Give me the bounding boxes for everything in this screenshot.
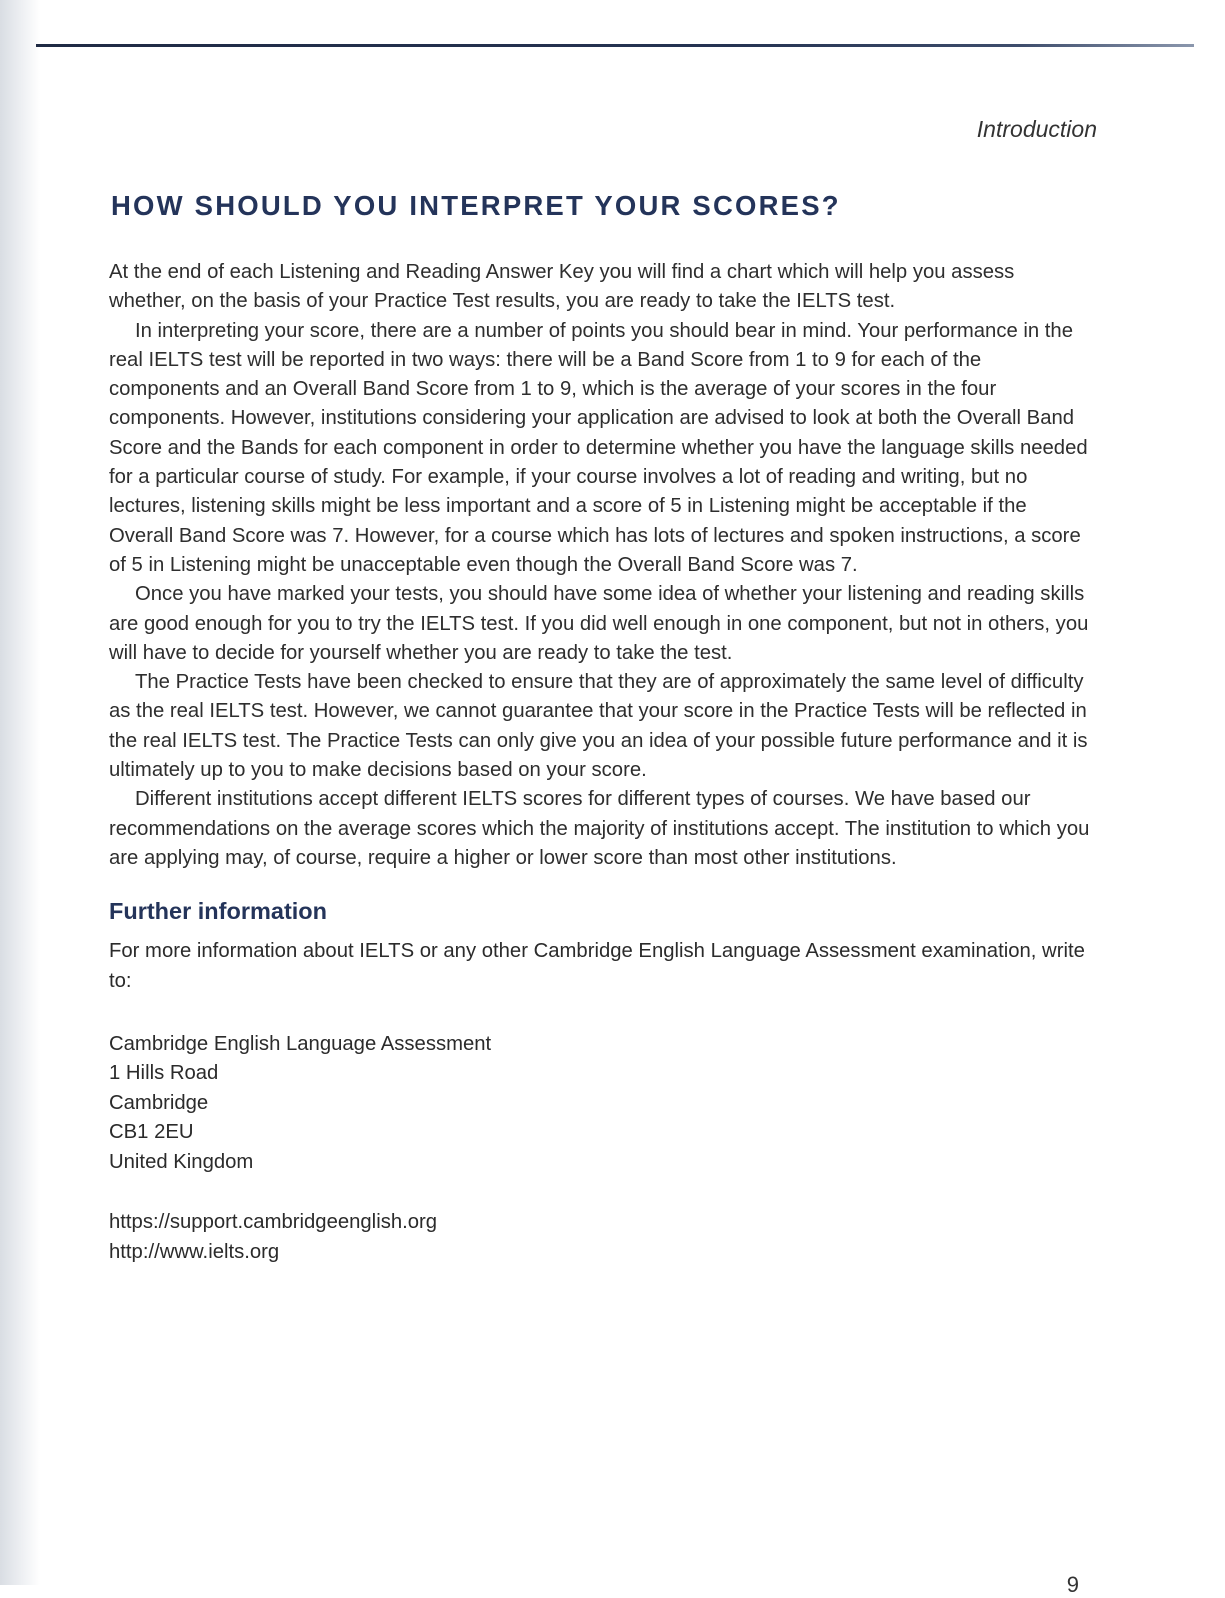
paragraph: In interpreting your score, there are a number of points you should bear in mind. Your performance in the real IELTS test will be reported in two ways: there will be a Band Score from 1 to 9 for each of the components and an Overall Band Score from 1 to 9, which is the average of your scores in the four components. However, institutions considering your application are advised to look at both the Overall Band Score and the Bands for each component in order to determine whether you have the language skills needed for a particular course of study. For example, if your course involves a lot of reading and writing, but no lectures, listening skills might be less important and a score of 5 in Listening might be acceptable if the Overall Band Score was 7. However, for a course which has lots of lectures and spoken instructions, a score of 5 in Listening might be unacceptable even though the Overall Band Score was 7. (109, 319, 1088, 576)
paragraph: Different institutions accept different IELTS scores for different types of courses. We have based our recommendations on the average scores which the majority of institutions accept. The institution to which you are applying may, of course, require a higher or lower score than most other institutions. (109, 788, 1090, 869)
web-links (109, 1208, 1095, 1267)
ielts-link: http://www.ielts.org (109, 1240, 280, 1263)
scan-edge-shadow (0, 0, 40, 1585)
address-line: Cambridge (109, 1091, 209, 1114)
paragraph: At the end of each Listening and Reading Answer Key you will find a chart which will help you assess whether, on the basis of your Practice Test results, you are ready to take the IELTS test. (109, 261, 1015, 313)
address-line: 1 Hills Road (109, 1062, 219, 1085)
paragraph: The Practice Tests have been checked to ensure that they are of approximately the same level of difficulty as the real IELTS test. However, we cannot guarantee that your score in the Practice Tests will be reflected in the real IELTS test. The Practice Tests can only give you an idea of your possible future performance and it is ultimately up to you to make decisions based on your score. (109, 671, 1088, 782)
page-content (109, 190, 1095, 1267)
support-link: https://support.cambridgeenglish.org (109, 1211, 438, 1234)
page-number: 9 (1066, 1572, 1079, 1597)
further-information-heading: Further information (109, 898, 328, 925)
paragraph: Once you have marked your tests, you should have some idea of whether your listening and reading skills are good enough for you to try the IELTS test. If you did well enough in one component, but not in others, you will have to decide for yourself whether you are ready to take the test. (109, 583, 1089, 664)
address-line: CB1 2EU (109, 1121, 194, 1144)
address-line: Cambridge English Language Assessment (109, 1032, 492, 1055)
running-head: Introduction (976, 116, 1097, 142)
top-rule (36, 44, 1194, 47)
address-line: United Kingdom (109, 1150, 254, 1173)
postal-address (109, 1030, 1095, 1178)
further-information-text: For more information about IELTS or any other Cambridge English Language Assessment examination, write to: (109, 940, 1085, 992)
section-heading: HOW SHOULD YOU INTERPRET YOUR SCORES? (111, 190, 841, 221)
